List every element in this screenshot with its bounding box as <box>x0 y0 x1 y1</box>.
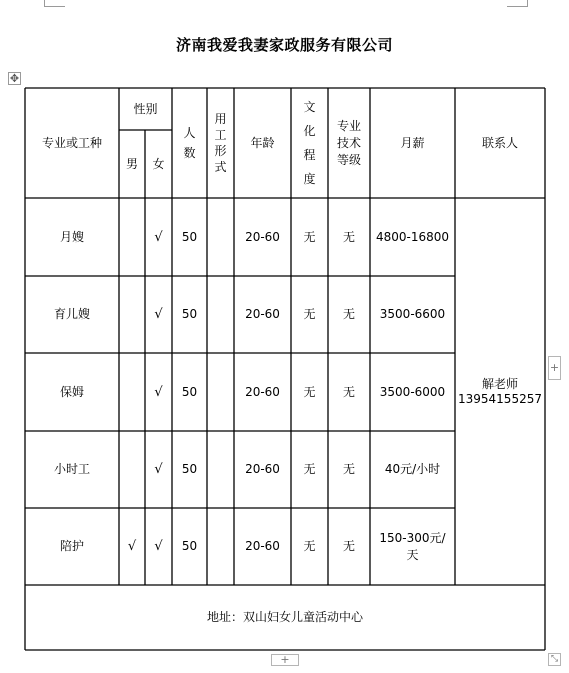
table-resize-handle[interactable] <box>548 653 561 666</box>
header-contact: 联系人 <box>481 135 518 150</box>
cell-male <box>119 276 145 353</box>
header-salary: 月薪 <box>400 135 425 150</box>
cell-salary: 4800-16800 <box>375 229 450 244</box>
move-cross-icon: ✥ <box>9 72 20 85</box>
add-column-button[interactable] <box>548 356 561 380</box>
cell-age: 20-60 <box>245 229 280 244</box>
header-skill-level: 专业 技术 等级 <box>336 118 361 167</box>
plus-icon: + <box>280 653 290 666</box>
table-move-handle[interactable] <box>8 72 21 85</box>
contact-cell <box>455 198 545 585</box>
cell-skill-level: 无 <box>342 307 355 321</box>
cell-specialty: 保姆 <box>59 384 84 399</box>
cell-female: √ <box>154 539 163 554</box>
cell-salary: 150-300元/ 天 <box>379 530 446 562</box>
contact-name: 解老师 <box>481 376 518 391</box>
cell-education: 无 <box>303 384 316 399</box>
header-age: 年龄 <box>250 135 275 150</box>
header-education: 文 化 程 度 <box>303 100 316 186</box>
header-specialty: 专业或工种 <box>41 135 102 150</box>
cell-headcount: 50 <box>181 229 198 244</box>
cell-specialty: 月嫂 <box>59 229 84 244</box>
header-headcount: 人 数 <box>183 126 196 160</box>
cell-education: 无 <box>303 229 316 244</box>
header-gender: 性别 <box>133 101 158 116</box>
cell-female: √ <box>154 462 163 477</box>
header-male: 男 <box>125 156 138 171</box>
cell-male <box>119 198 145 276</box>
add-row-button[interactable] <box>271 654 299 666</box>
cell-headcount: 50 <box>181 539 198 553</box>
cell-skill-level: 无 <box>342 229 355 244</box>
cell-female: √ <box>154 229 163 245</box>
cell-salary: 3500-6600 <box>379 307 446 321</box>
cell-specialty: 小时工 <box>53 462 90 476</box>
cell-skill-level: 无 <box>342 462 355 476</box>
cell-skill-level: 无 <box>342 384 355 399</box>
cell-employment-type <box>207 353 234 431</box>
cell-male: √ <box>127 539 137 554</box>
cell-education: 无 <box>303 307 316 321</box>
cell-female: √ <box>154 384 163 400</box>
header-employment-type: 用 工 形 式 <box>214 112 227 174</box>
diagonal-resize-icon: ⤡ <box>550 654 559 664</box>
cell-male <box>119 431 145 508</box>
header-female: 女 <box>152 156 165 171</box>
cell-skill-level: 无 <box>342 539 355 553</box>
cell-headcount: 50 <box>181 307 198 321</box>
margin-corner-mark <box>44 0 65 7</box>
document-title: 济南我爱我妻家政服务有限公司 <box>175 36 393 54</box>
cell-headcount: 50 <box>181 384 198 399</box>
cell-age: 20-60 <box>245 307 280 321</box>
cell-male <box>119 353 145 431</box>
cell-age: 20-60 <box>245 384 280 399</box>
cell-age: 20-60 <box>245 539 280 553</box>
cell-employment-type <box>207 431 234 508</box>
cell-female: √ <box>154 307 163 322</box>
cell-employment-type <box>207 508 234 585</box>
cell-specialty: 育儿嫂 <box>53 307 90 321</box>
margin-corner-mark <box>507 0 528 7</box>
plus-icon: + <box>549 361 560 374</box>
cell-education: 无 <box>303 539 316 553</box>
cell-salary: 40元/小时 <box>384 462 441 476</box>
cell-salary: 3500-6000 <box>379 384 446 399</box>
address-cell: 地址：双山妇女儿童活动中心 <box>206 610 363 624</box>
cell-employment-type <box>207 198 234 276</box>
cell-education: 无 <box>303 462 316 476</box>
contact-phone: 13954155257 <box>458 391 542 406</box>
cell-specialty: 陪护 <box>59 539 84 553</box>
cell-employment-type <box>207 276 234 353</box>
cell-age: 20-60 <box>245 462 280 476</box>
cell-headcount: 50 <box>181 462 198 476</box>
